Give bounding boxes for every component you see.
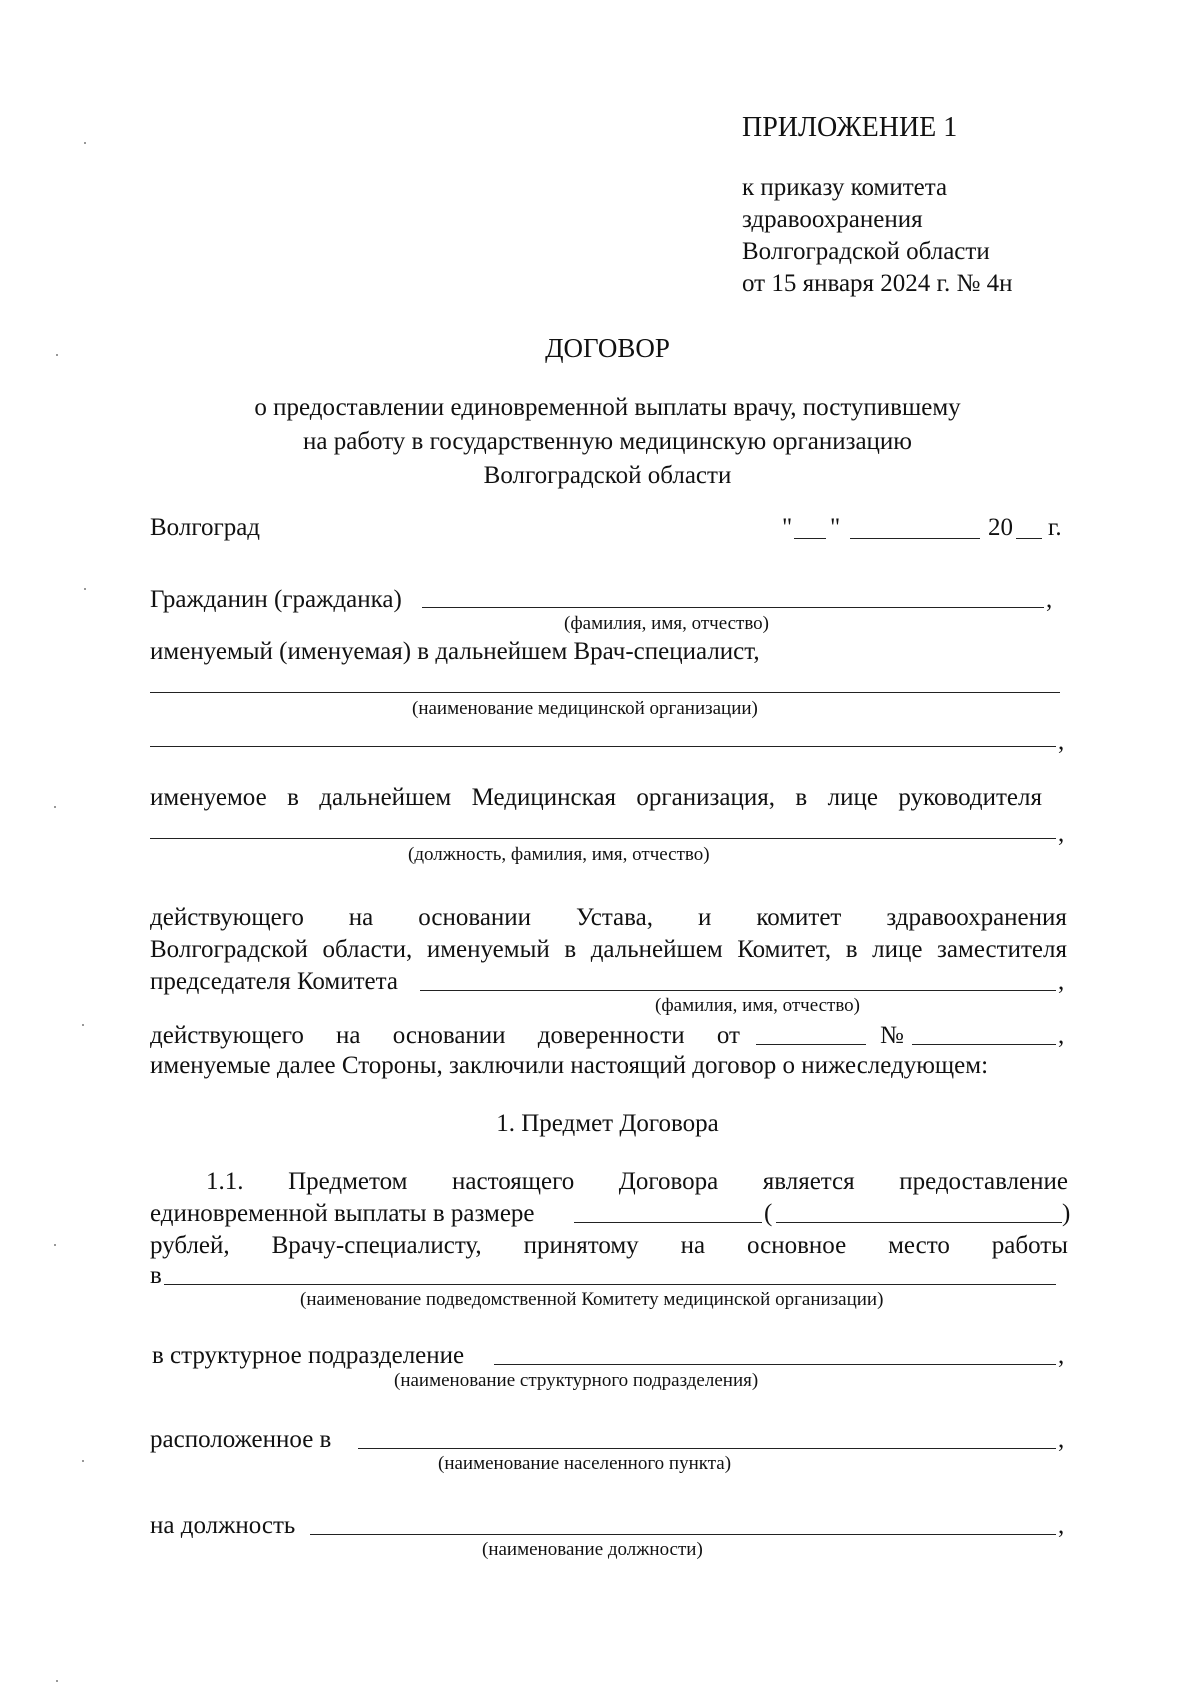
chairman-fio-blank[interactable] xyxy=(420,990,1056,991)
locality-blank[interactable] xyxy=(358,1448,1056,1449)
acting-line-2: Волгоградской области, именуемый в дальнейшем Комитет, в лице заместителя xyxy=(150,936,1067,963)
job-position-blank[interactable] xyxy=(310,1534,1056,1535)
citizen-label: Гражданин (гражданка) xyxy=(150,586,402,613)
struct-hint: (наименование структурного подразделения) xyxy=(394,1370,759,1391)
scan-speck xyxy=(84,142,86,144)
position-hint: (должность, фамилия, имя, отчество) xyxy=(408,844,710,865)
comma: , xyxy=(1058,968,1065,995)
named-parties-text: именуемые далее Стороны, заключили настоящий договор о нижеследующем: xyxy=(150,1052,989,1079)
sub-org-hint: (наименование подведомственной Комитету медицинской организации) xyxy=(300,1289,884,1310)
scan-speck xyxy=(82,1024,84,1026)
clause-1-1-line-2: единовременной выплаты в размере xyxy=(150,1200,535,1227)
amount-words-blank[interactable] xyxy=(776,1222,1062,1223)
comma: , xyxy=(1058,820,1065,847)
fio-hint: (фамилия, имя, отчество) xyxy=(564,613,770,634)
annex-line: от 15 января 2024 г. № 4н xyxy=(742,270,1013,297)
date-quote-open: " xyxy=(782,514,793,541)
poa-number-blank[interactable] xyxy=(912,1044,1056,1045)
job-position-hint: (наименование должности) xyxy=(482,1539,703,1560)
struct-label: в структурное подразделение xyxy=(152,1342,465,1369)
paren-close: ) xyxy=(1062,1200,1071,1227)
comma: , xyxy=(1046,586,1053,613)
located-label: расположенное в xyxy=(150,1426,332,1453)
comma: , xyxy=(1058,1512,1065,1539)
acting-line-1: действующего на основании Устава, и комитет здравоохранения xyxy=(150,904,1067,931)
contract-subtitle-line: Волгоградской области xyxy=(483,462,732,489)
comma: , xyxy=(1058,1426,1065,1453)
poa-line: действующего на основании доверенности от xyxy=(150,1022,740,1049)
scan-speck xyxy=(84,588,86,590)
section-title: 1. Предмет Договора xyxy=(496,1110,719,1137)
day-blank[interactable] xyxy=(794,538,826,539)
named-doctor-text: именуемый (именуемая) в дальнейшем Врач-специалист, xyxy=(150,638,760,665)
position-label: на должность xyxy=(150,1512,296,1539)
date-quote-close: " xyxy=(830,514,841,541)
poa-date-blank[interactable] xyxy=(756,1044,866,1045)
paren-open: ( xyxy=(764,1200,773,1227)
year-prefix: 20 xyxy=(988,514,1013,541)
comma: , xyxy=(1058,728,1065,755)
contract-title: ДОГОВОР xyxy=(545,333,670,363)
scan-speck xyxy=(54,806,56,808)
year-suffix: г. xyxy=(1048,514,1062,541)
head-position-blank[interactable] xyxy=(150,838,1056,839)
clause-1-1-line-3: рублей, Врачу-специалисту, принятому на основное место работы xyxy=(150,1232,1068,1259)
contract-subtitle-line: о предоставлении единовременной выплаты врачу, поступившему xyxy=(254,394,961,421)
contract-subtitle-line: на работу в государственную медицинскую организацию xyxy=(303,428,912,455)
year-blank[interactable] xyxy=(1016,538,1042,539)
fio-hint-2: (фамилия, имя, отчество) xyxy=(655,995,861,1016)
city: Волгоград xyxy=(150,514,261,541)
scan-speck xyxy=(82,1460,84,1462)
annex-line: к приказу комитета xyxy=(742,174,948,201)
amount-digits-blank[interactable] xyxy=(574,1222,762,1223)
clause-1-1-line-4: в xyxy=(150,1262,162,1289)
annex-line: Волгоградской области xyxy=(742,238,990,265)
annex-line: здравоохранения xyxy=(742,206,923,233)
struct-blank[interactable] xyxy=(494,1364,1056,1365)
citizen-fio-blank[interactable] xyxy=(422,607,1044,608)
scan-speck xyxy=(56,1680,58,1682)
scan-speck xyxy=(56,354,58,356)
poa-no-sign: № xyxy=(880,1022,904,1049)
scan-speck xyxy=(54,1244,56,1246)
med-org-hint: (наименование медицинской организации) xyxy=(412,698,758,719)
comma: , xyxy=(1058,1022,1065,1049)
month-blank[interactable] xyxy=(850,538,980,539)
med-org-blank-2[interactable] xyxy=(150,746,1056,747)
named-org-line: именуемое в дальнейшем Медицинская организация, в лице руководителя xyxy=(150,784,1042,811)
locality-hint: (наименование населенного пункта) xyxy=(438,1453,732,1474)
comma: , xyxy=(1058,1342,1065,1369)
sub-org-blank[interactable] xyxy=(164,1284,1056,1285)
med-org-blank[interactable] xyxy=(150,692,1060,693)
annex-title: ПРИЛОЖЕНИЕ 1 xyxy=(742,112,958,143)
clause-1-1-line-1: 1.1. Предметом настоящего Договора является предоставление xyxy=(206,1168,1068,1195)
chairman-label: председателя Комитета xyxy=(150,968,398,995)
